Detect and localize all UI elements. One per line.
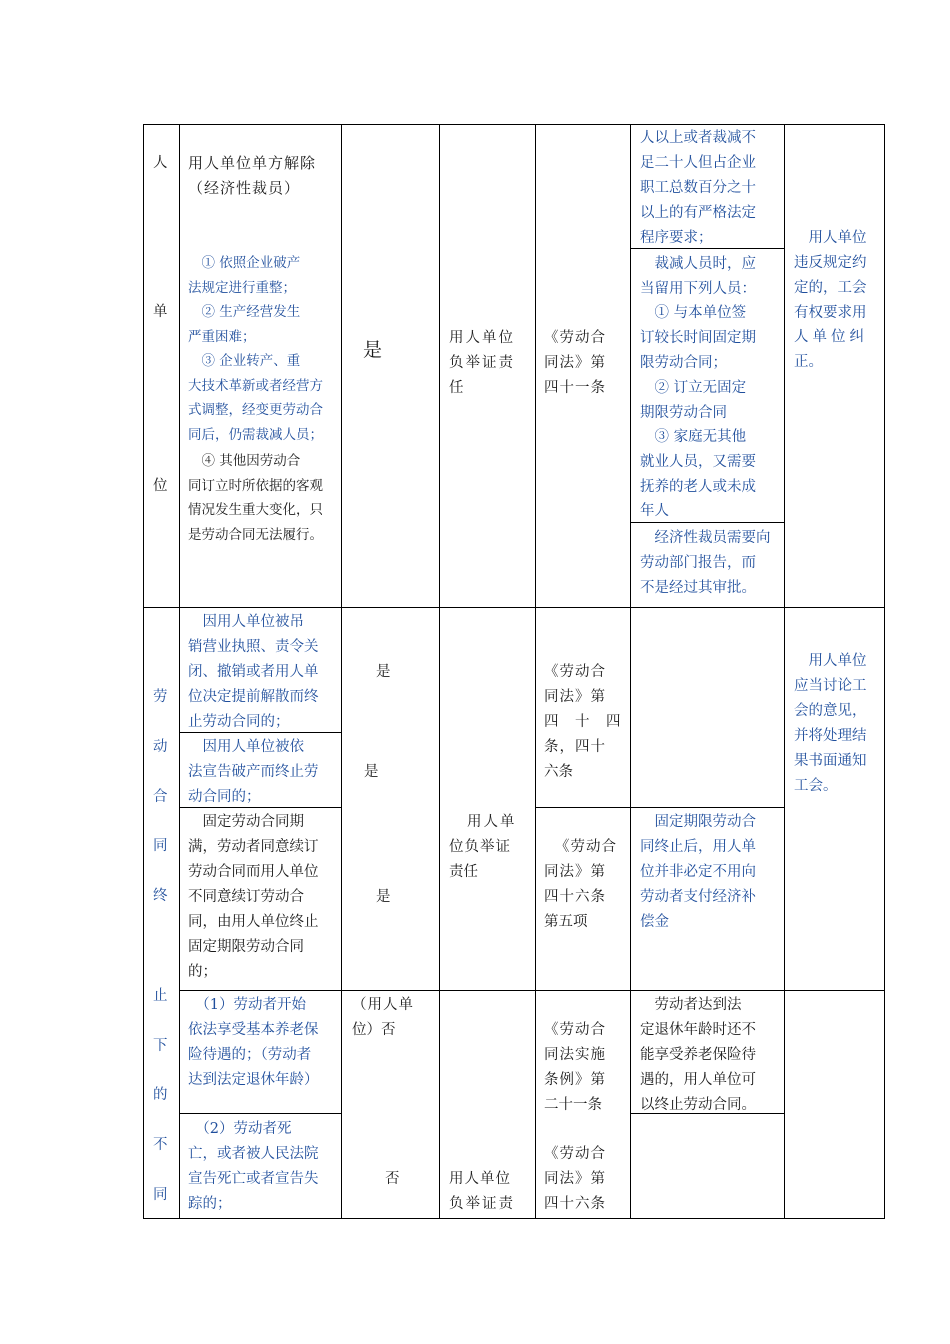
row2-notice: 是 (364, 764, 379, 780)
row5-notice: 否 (385, 1171, 400, 1187)
row3-notice: 是 (376, 889, 391, 905)
document-page: 人 单 位 用人单位单方解除 （经济性裁员） ① 依照企业破产 法规定进行重整； ② 生产经营发生 严重困难； ③ 企业转产、重 大技术革新或者经营方 式调整，经变更劳动合 同后，仍需裁减人员； ④ 其他因劳动合 同订立时所依据的客观 情况发生重大变化，只 是劳动合同无法履行。 是 用人单位 负举证责 任 《劳动合 同法》第 四十一条 人以上或者裁减不 足二十人但占企业 职工总数百分之十 以上的有严格法定 程序要求； 裁减人员时，应 当留用下列人员： ① 与本单位签 订较长时间固定期 限劳动合同； ② 订立无固定 期限劳动合同 ③ 家庭无其他 就业人员，又需要 抚养的老人或未成 年人 经济性裁员需要向 劳动部门报告，而 不是经过其审批。 用人单位 违反规定约 定的，工会 有权要求用 人单位纠 正。 劳 动 合 同 终 止 下 的 不 同 因用人单位被吊 销营业执照、责令关 闭、撤销或者用人单 位决定提前解散而终 止劳动合同的； 是 因用人单位被依 法宣告破产而终止劳 动合同的； 是 《劳动合 同法》第 四 十 四 条，四十 六条 固定劳动合同期 满，劳动者同意续订 劳动合同而用人单位 不同意续订劳动合 同，由用人单位终止 固定期限劳动合同 的； 是 用人单 位负举证 责任 《劳动合 同法》第 四十六条 第五项 固定期限劳动合 同终止后，用人单 位并非必定不用向 劳动者支付经济补 偿金 用人单位 应当讨论工 会的意见， 并将处理结 果书面通知 工会。 （1）劳动者开始 依法享受基本养老保 险待遇的；（劳动者 达到法定退休年龄） （用人单 位）否 《劳动合 同法实施 条例》第 二十一条 劳动者达到法 定退休年龄时还不 能享受养老保险待 遇的，用人单位可 以终止劳动合同。 （2）劳动者死 亡，或者被人民法院 宣告死亡或者宣告失 踪的； 否 用人单位 负举证责 《劳动合 同法》第 四十六条 (0, 0, 950, 1344)
col1-char: 单 (153, 304, 168, 320)
col1-char: 位 (153, 478, 168, 494)
section1-notice: 是 (363, 339, 383, 361)
row1-notice: 是 (376, 664, 391, 680)
col1-char: 人 (153, 155, 168, 171)
